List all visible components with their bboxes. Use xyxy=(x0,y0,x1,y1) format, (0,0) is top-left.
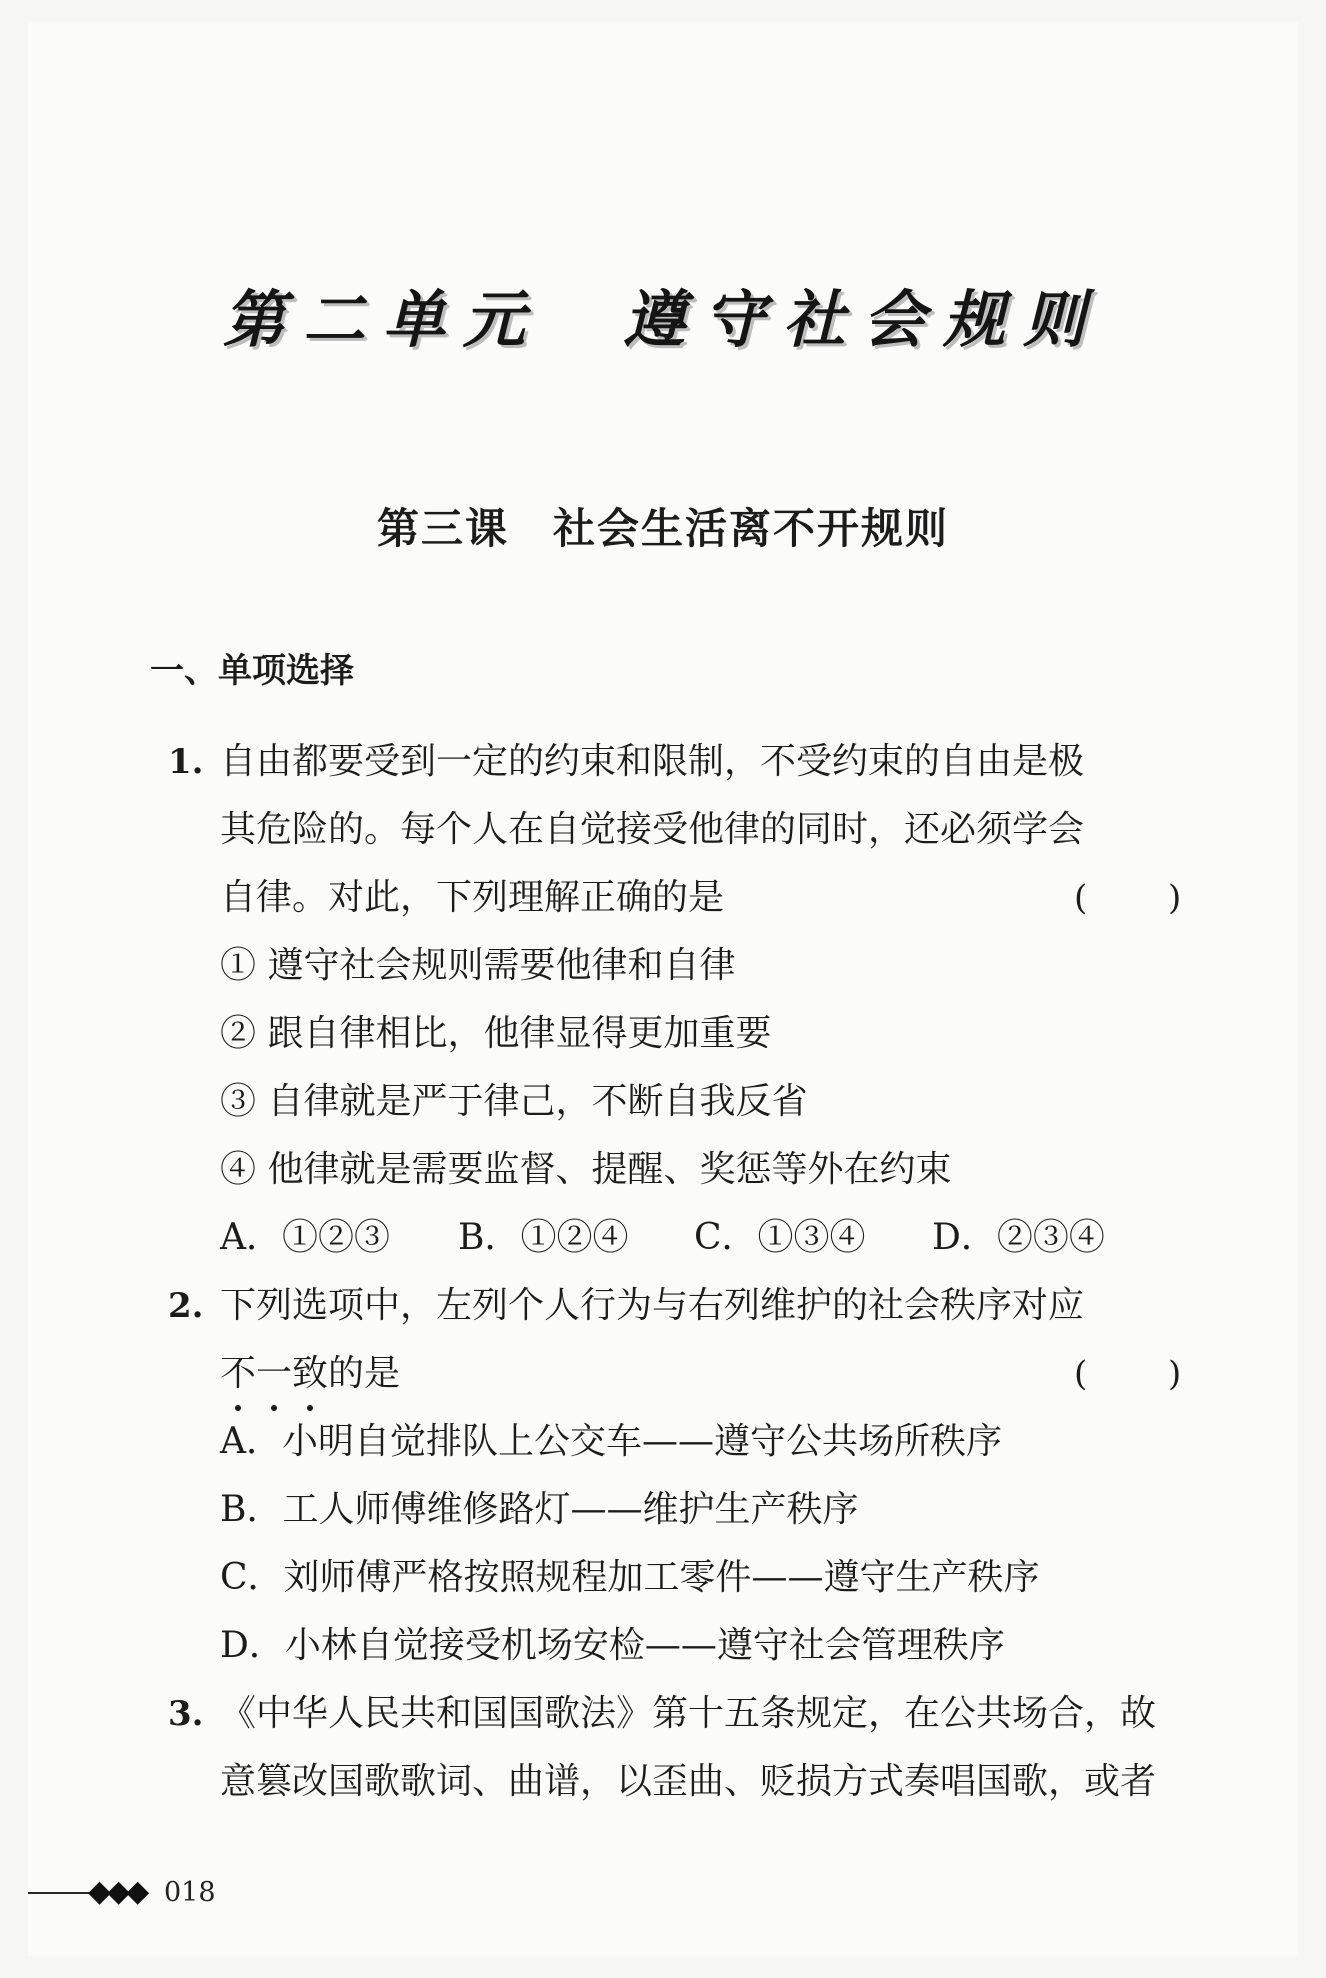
option-b: B．工人师傅维修路灯——维护生产秩序 xyxy=(220,1489,859,1530)
answer-paren-close: ) xyxy=(1168,878,1182,918)
page-number: 018 xyxy=(164,1877,216,1908)
question-text-line: 《中华人民共和国国歌法》第十五条规定，在公共场合，故 xyxy=(220,1693,1157,1734)
answer-paren-open: ( xyxy=(1074,1354,1088,1394)
diamond-ornament-icon: ◆◆◆ xyxy=(88,1874,146,1909)
option-b: B．①②④ xyxy=(458,1217,629,1258)
emphasis-dot xyxy=(271,1405,277,1411)
question-number: 2. xyxy=(168,1286,204,1326)
question-text-line: 其危险的。每个人在自觉接受他律的同时，还必须学会 xyxy=(220,809,1085,850)
option-c: C．①③④ xyxy=(694,1217,866,1258)
question-number: 3. xyxy=(168,1694,204,1734)
statement-item: ④ 他律就是需要监督、提醒、奖惩等外在约束 xyxy=(220,1149,952,1190)
statement-item: ② 跟自律相比，他律显得更加重要 xyxy=(220,1013,772,1054)
statement-item: ① 遵守社会规则需要他律和自律 xyxy=(220,945,736,986)
statement-item: ③ 自律就是严于律己，不断自我反省 xyxy=(220,1081,808,1122)
lesson-title: 第三课 社会生活离不开规则 xyxy=(376,504,949,553)
answer-paren-close: ) xyxy=(1168,1354,1182,1394)
option-a: A．小明自觉排队上公交车——遵守公共场所秩序 xyxy=(220,1421,1002,1462)
answer-paren-open: ( xyxy=(1074,878,1088,918)
question-number: 1. xyxy=(168,742,204,782)
question-text-line: 意篡改国歌歌词、曲谱，以歪曲、贬损方式奏唱国歌，或者 xyxy=(220,1761,1157,1802)
question-text-line: 自由都要受到一定的约束和限制，不受约束的自由是极 xyxy=(220,741,1085,782)
emphasis-dot xyxy=(235,1405,241,1411)
option-d: D．②③④ xyxy=(932,1217,1105,1258)
emphasis-dot xyxy=(307,1405,313,1411)
option-a: A．①②③ xyxy=(220,1217,390,1258)
question-text-line: 不一致的是 xyxy=(220,1353,401,1394)
option-c: C．刘师傅严格按照规程加工零件——遵守生产秩序 xyxy=(220,1557,1040,1598)
footer-rule xyxy=(28,1892,90,1894)
unit-title: 第二单元 遵守社会规则 xyxy=(222,283,1103,356)
question-text-line: 下列选项中，左列个人行为与右列维护的社会秩序对应 xyxy=(220,1285,1085,1326)
option-d: D．小林自觉接受机场安检——遵守社会管理秩序 xyxy=(220,1625,1005,1666)
section-heading: 一、单项选择 xyxy=(150,651,354,691)
question-text-line: 自律。对此，下列理解正确的是 xyxy=(220,877,725,918)
